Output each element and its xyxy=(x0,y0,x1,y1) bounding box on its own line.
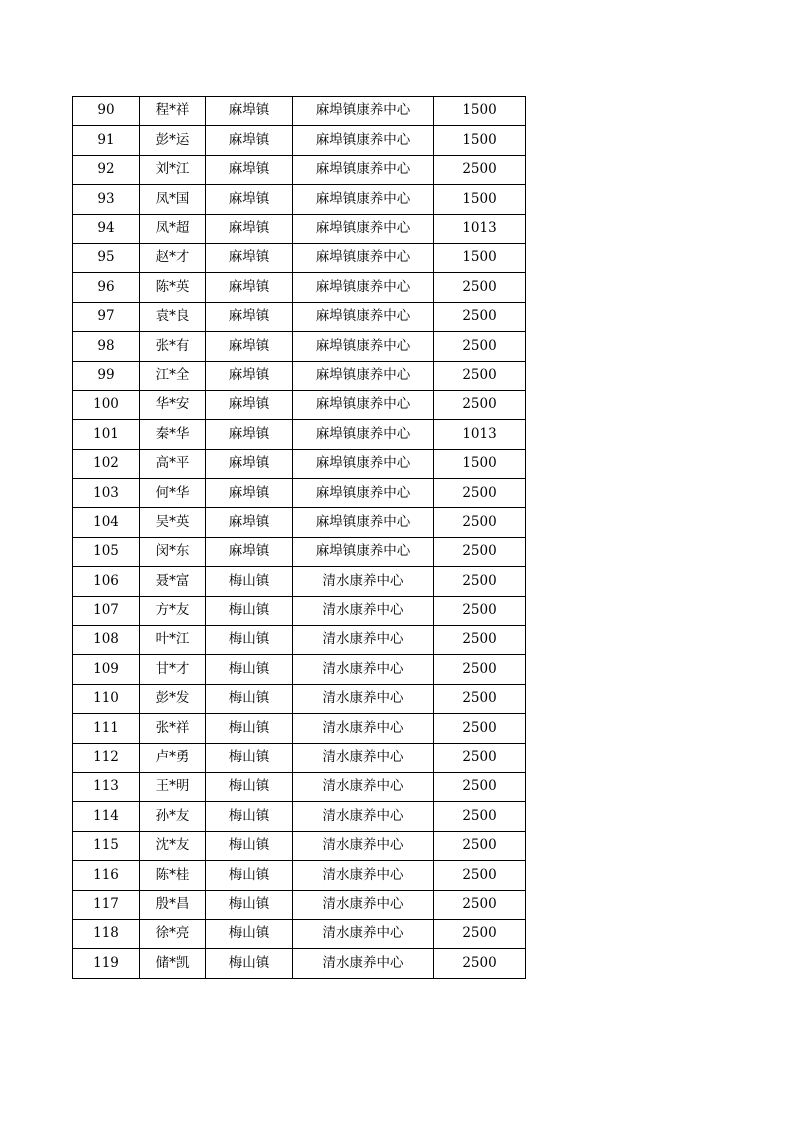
name-cell: 陈*桂 xyxy=(140,861,206,890)
name-cell: 张*祥 xyxy=(140,714,206,743)
care-center-cell: 麻埠镇康养中心 xyxy=(293,214,434,243)
row-number-cell: 102 xyxy=(73,449,140,478)
row-number-cell: 111 xyxy=(73,714,140,743)
town-cell: 梅山镇 xyxy=(206,949,293,978)
amount-cell: 2500 xyxy=(434,273,526,302)
amount-cell: 2500 xyxy=(434,919,526,948)
row-number-cell: 114 xyxy=(73,802,140,831)
table-row xyxy=(73,155,526,184)
amount-cell: 2500 xyxy=(434,890,526,919)
name-cell: 吴*英 xyxy=(140,508,206,537)
care-center-cell: 麻埠镇康养中心 xyxy=(293,243,434,272)
town-cell: 麻埠镇 xyxy=(206,332,293,361)
table-row xyxy=(73,655,526,684)
name-cell: 孙*友 xyxy=(140,802,206,831)
row-number-cell: 106 xyxy=(73,567,140,596)
name-cell: 卢*勇 xyxy=(140,743,206,772)
amount-cell: 2500 xyxy=(434,390,526,419)
town-cell: 麻埠镇 xyxy=(206,361,293,390)
amount-cell: 1013 xyxy=(434,214,526,243)
amount-cell: 2500 xyxy=(434,508,526,537)
row-number-cell: 105 xyxy=(73,537,140,566)
amount-cell: 2500 xyxy=(434,655,526,684)
table-row xyxy=(73,772,526,801)
name-cell: 甘*才 xyxy=(140,655,206,684)
care-center-cell: 清水康养中心 xyxy=(293,714,434,743)
town-cell: 麻埠镇 xyxy=(206,537,293,566)
amount-cell: 1500 xyxy=(434,126,526,155)
name-cell: 高*平 xyxy=(140,449,206,478)
amount-cell: 2500 xyxy=(434,537,526,566)
table-row xyxy=(73,919,526,948)
table-row xyxy=(73,508,526,537)
table-row xyxy=(73,802,526,831)
amount-cell: 2500 xyxy=(434,332,526,361)
town-cell: 麻埠镇 xyxy=(206,273,293,302)
town-cell: 梅山镇 xyxy=(206,596,293,625)
name-cell: 徐*亮 xyxy=(140,919,206,948)
row-number-cell: 91 xyxy=(73,126,140,155)
table-row xyxy=(73,684,526,713)
row-number-cell: 109 xyxy=(73,655,140,684)
amount-cell: 2500 xyxy=(434,567,526,596)
row-number-cell: 110 xyxy=(73,684,140,713)
care-center-cell: 清水康养中心 xyxy=(293,890,434,919)
row-number-cell: 98 xyxy=(73,332,140,361)
town-cell: 梅山镇 xyxy=(206,684,293,713)
town-cell: 梅山镇 xyxy=(206,861,293,890)
row-number-cell: 100 xyxy=(73,390,140,419)
amount-cell: 2500 xyxy=(434,861,526,890)
row-number-cell: 117 xyxy=(73,890,140,919)
row-number-cell: 95 xyxy=(73,243,140,272)
name-cell: 袁*良 xyxy=(140,302,206,331)
row-number-cell: 115 xyxy=(73,831,140,860)
table-row xyxy=(73,185,526,214)
table-row xyxy=(73,831,526,860)
town-cell: 麻埠镇 xyxy=(206,479,293,508)
care-center-cell: 麻埠镇康养中心 xyxy=(293,185,434,214)
amount-cell: 1500 xyxy=(434,243,526,272)
care-center-cell: 麻埠镇康养中心 xyxy=(293,420,434,449)
town-cell: 麻埠镇 xyxy=(206,243,293,272)
name-cell: 彭*发 xyxy=(140,684,206,713)
row-number-cell: 99 xyxy=(73,361,140,390)
name-cell: 沈*友 xyxy=(140,831,206,860)
table-row xyxy=(73,714,526,743)
row-number-cell: 90 xyxy=(73,97,140,126)
care-center-cell: 麻埠镇康养中心 xyxy=(293,273,434,302)
care-center-cell: 麻埠镇康养中心 xyxy=(293,537,434,566)
row-number-cell: 108 xyxy=(73,626,140,655)
town-cell: 梅山镇 xyxy=(206,626,293,655)
name-cell: 秦*华 xyxy=(140,420,206,449)
table-row xyxy=(73,596,526,625)
care-center-cell: 清水康养中心 xyxy=(293,626,434,655)
amount-cell: 1013 xyxy=(434,420,526,449)
amount-cell: 2500 xyxy=(434,831,526,860)
town-cell: 麻埠镇 xyxy=(206,97,293,126)
table-body xyxy=(73,97,526,979)
town-cell: 梅山镇 xyxy=(206,919,293,948)
name-cell: 殷*昌 xyxy=(140,890,206,919)
row-number-cell: 116 xyxy=(73,861,140,890)
amount-cell: 2500 xyxy=(434,155,526,184)
town-cell: 麻埠镇 xyxy=(206,390,293,419)
amount-cell: 2500 xyxy=(434,772,526,801)
name-cell: 聂*富 xyxy=(140,567,206,596)
town-cell: 梅山镇 xyxy=(206,655,293,684)
amount-cell: 2500 xyxy=(434,743,526,772)
town-cell: 梅山镇 xyxy=(206,772,293,801)
town-cell: 麻埠镇 xyxy=(206,155,293,184)
table-row xyxy=(73,214,526,243)
table-row xyxy=(73,97,526,126)
town-cell: 麻埠镇 xyxy=(206,126,293,155)
table-row xyxy=(73,567,526,596)
table-row xyxy=(73,861,526,890)
care-center-cell: 清水康养中心 xyxy=(293,831,434,860)
name-cell: 何*华 xyxy=(140,479,206,508)
table-row xyxy=(73,626,526,655)
row-number-cell: 119 xyxy=(73,949,140,978)
table-row xyxy=(73,361,526,390)
name-cell: 陈*英 xyxy=(140,273,206,302)
table-row xyxy=(73,479,526,508)
care-center-cell: 麻埠镇康养中心 xyxy=(293,155,434,184)
amount-cell: 1500 xyxy=(434,97,526,126)
row-number-cell: 104 xyxy=(73,508,140,537)
amount-cell: 1500 xyxy=(434,185,526,214)
amount-cell: 2500 xyxy=(434,302,526,331)
name-cell: 彭*运 xyxy=(140,126,206,155)
town-cell: 麻埠镇 xyxy=(206,449,293,478)
care-center-cell: 麻埠镇康养中心 xyxy=(293,332,434,361)
amount-cell: 2500 xyxy=(434,802,526,831)
amount-cell: 2500 xyxy=(434,596,526,625)
table-row xyxy=(73,949,526,978)
care-center-cell: 麻埠镇康养中心 xyxy=(293,361,434,390)
town-cell: 麻埠镇 xyxy=(206,508,293,537)
care-center-cell: 清水康养中心 xyxy=(293,802,434,831)
care-center-cell: 麻埠镇康养中心 xyxy=(293,508,434,537)
table-row xyxy=(73,743,526,772)
row-number-cell: 113 xyxy=(73,772,140,801)
name-cell: 方*友 xyxy=(140,596,206,625)
row-number-cell: 97 xyxy=(73,302,140,331)
town-cell: 麻埠镇 xyxy=(206,185,293,214)
name-cell: 刘*江 xyxy=(140,155,206,184)
name-cell: 凤*超 xyxy=(140,214,206,243)
data-table xyxy=(72,96,526,979)
row-number-cell: 92 xyxy=(73,155,140,184)
table-row xyxy=(73,126,526,155)
town-cell: 梅山镇 xyxy=(206,567,293,596)
row-number-cell: 96 xyxy=(73,273,140,302)
town-cell: 梅山镇 xyxy=(206,743,293,772)
name-cell: 闵*东 xyxy=(140,537,206,566)
town-cell: 梅山镇 xyxy=(206,714,293,743)
care-center-cell: 麻埠镇康养中心 xyxy=(293,302,434,331)
row-number-cell: 101 xyxy=(73,420,140,449)
amount-cell: 2500 xyxy=(434,479,526,508)
care-center-cell: 麻埠镇康养中心 xyxy=(293,126,434,155)
table-row xyxy=(73,390,526,419)
table-row xyxy=(73,273,526,302)
amount-cell: 2500 xyxy=(434,626,526,655)
care-center-cell: 清水康养中心 xyxy=(293,596,434,625)
care-center-cell: 清水康养中心 xyxy=(293,655,434,684)
town-cell: 麻埠镇 xyxy=(206,302,293,331)
row-number-cell: 93 xyxy=(73,185,140,214)
table-row xyxy=(73,243,526,272)
name-cell: 凤*国 xyxy=(140,185,206,214)
amount-cell: 2500 xyxy=(434,684,526,713)
amount-cell: 2500 xyxy=(434,361,526,390)
care-center-cell: 清水康养中心 xyxy=(293,919,434,948)
care-center-cell: 清水康养中心 xyxy=(293,949,434,978)
name-cell: 张*有 xyxy=(140,332,206,361)
row-number-cell: 94 xyxy=(73,214,140,243)
name-cell: 储*凯 xyxy=(140,949,206,978)
care-center-cell: 清水康养中心 xyxy=(293,684,434,713)
amount-cell: 1500 xyxy=(434,449,526,478)
care-center-cell: 麻埠镇康养中心 xyxy=(293,97,434,126)
care-center-cell: 清水康养中心 xyxy=(293,743,434,772)
amount-cell: 2500 xyxy=(434,714,526,743)
row-number-cell: 118 xyxy=(73,919,140,948)
care-center-cell: 麻埠镇康养中心 xyxy=(293,479,434,508)
name-cell: 程*祥 xyxy=(140,97,206,126)
name-cell: 江*全 xyxy=(140,361,206,390)
table-row xyxy=(73,890,526,919)
town-cell: 梅山镇 xyxy=(206,831,293,860)
town-cell: 梅山镇 xyxy=(206,802,293,831)
town-cell: 麻埠镇 xyxy=(206,420,293,449)
name-cell: 王*明 xyxy=(140,772,206,801)
row-number-cell: 107 xyxy=(73,596,140,625)
amount-cell: 2500 xyxy=(434,949,526,978)
row-number-cell: 112 xyxy=(73,743,140,772)
name-cell: 赵*才 xyxy=(140,243,206,272)
care-center-cell: 清水康养中心 xyxy=(293,861,434,890)
town-cell: 梅山镇 xyxy=(206,890,293,919)
town-cell: 麻埠镇 xyxy=(206,214,293,243)
table-row xyxy=(73,420,526,449)
care-center-cell: 清水康养中心 xyxy=(293,567,434,596)
name-cell: 华*安 xyxy=(140,390,206,419)
table-row xyxy=(73,449,526,478)
name-cell: 叶*江 xyxy=(140,626,206,655)
care-center-cell: 麻埠镇康养中心 xyxy=(293,390,434,419)
table-row xyxy=(73,537,526,566)
table-row xyxy=(73,302,526,331)
table-row xyxy=(73,332,526,361)
care-center-cell: 麻埠镇康养中心 xyxy=(293,449,434,478)
care-center-cell: 清水康养中心 xyxy=(293,772,434,801)
row-number-cell: 103 xyxy=(73,479,140,508)
